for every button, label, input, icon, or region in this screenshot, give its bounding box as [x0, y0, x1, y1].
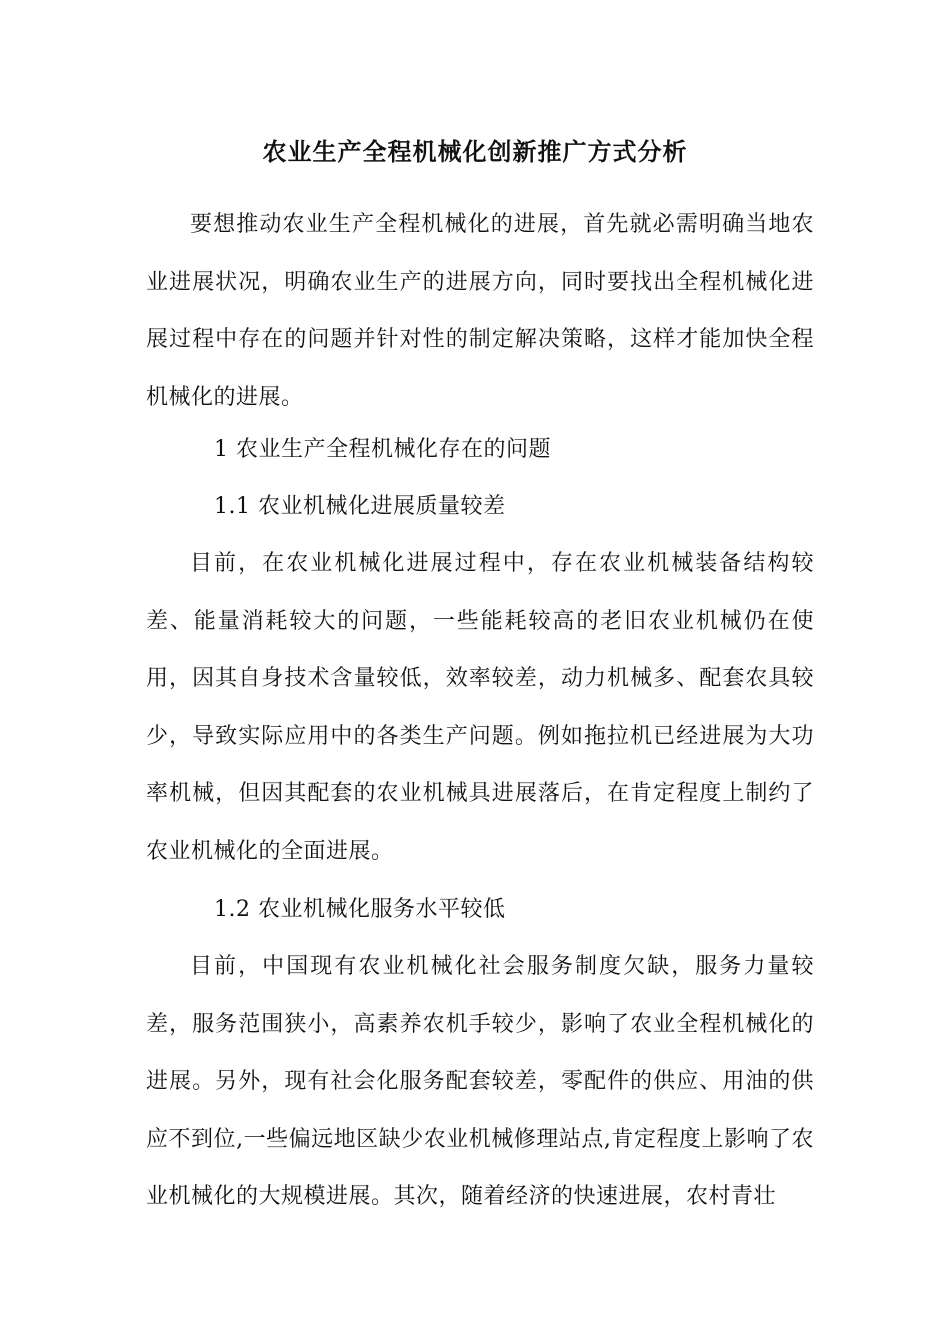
section-1-heading: 1 农业生产全程机械化存在的问题 [214, 437, 551, 462]
document-title: 农业生产全程机械化创新推广方式分析 [262, 138, 688, 166]
section-1-2-paragraph: 目前，中国现有农业机械化社会服务制度欠缺，服务力量较差，服务范围狭小，高素养农机手较少，影响了农业全程机械化的进展。另外，现有社会化服务配套较差，零配件的供应、用油的供应不到位,一些偏远地区缺少农业机械修理站点,肯定程度上影响了农业机械化的大规模进展。其次，随着经济的快速进展，农村青壮 [146, 954, 814, 1209]
section-1-1-heading: 1.1 农业机械化进展质量较差 [214, 494, 506, 519]
intro-paragraph: 要想推动农业生产全程机械化的进展，首先就必需明确当地农业进展状况，明确农业生产的进展方向，同时要找出全程机械化进展过程中存在的问题并针对性的制定解决策略，这样才能加快全程机械化的进展。 [146, 212, 814, 410]
section-1-1-paragraph: 目前，在农业机械化进展过程中，存在农业机械装备结构较差、能量消耗较大的问题，一些能耗较高的老旧农业机械仍在使用，因其自身技术含量较低，效率较差，动力机械多、配套农具较少，导致实际应用中的各类生产问题。例如拖拉机已经进展为大功率机械，但因其配套的农业机械具进展落后，在肯定程度上制约了农业机械化的全面进展。 [146, 551, 814, 864]
section-1-2-heading: 1.2 农业机械化服务水平较低 [214, 897, 506, 922]
